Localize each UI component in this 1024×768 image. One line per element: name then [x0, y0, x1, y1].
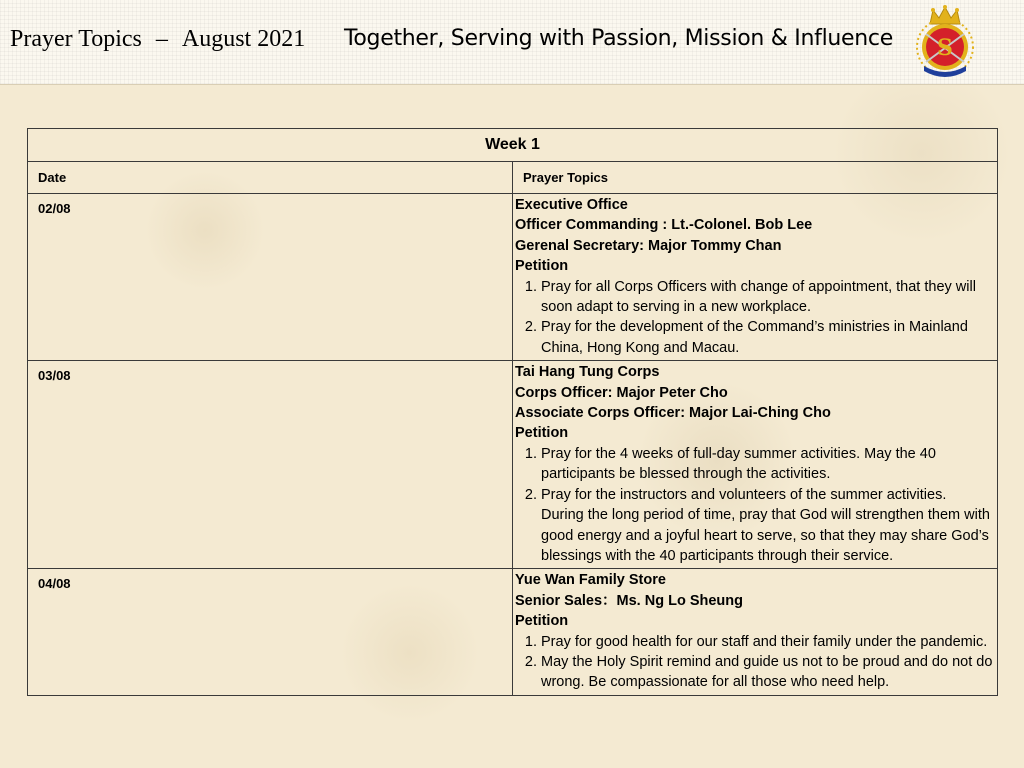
- title-topic: Prayer Topics: [10, 26, 142, 52]
- slide-title: [10, 26, 305, 53]
- list-item: 1. Pray for good health for our staff and their family under the pandemic.: [541, 632, 993, 652]
- unit-name: Yue Wan Family Store: [515, 572, 666, 589]
- unit-name: Tai Hang Tung Corps: [515, 364, 660, 381]
- petition-label: Petition: [515, 258, 569, 275]
- theme-text: Together, Serving with Passion, Mission & Influence: [344, 26, 893, 51]
- officer-line: Officer Commanding : Lt.-Colonel. Bob Lee: [515, 217, 813, 234]
- row-topics: [513, 194, 998, 361]
- table-row: [28, 194, 998, 361]
- column-header-date: Date: [28, 162, 513, 194]
- title-dash: –: [155, 26, 168, 52]
- list-item: 1. Pray for the 4 weeks of full-day summer activities. May the 40 participants be blessed through the activities.: [541, 444, 993, 485]
- row-date: 04/08: [28, 569, 513, 695]
- svg-text:S: S: [937, 35, 953, 61]
- column-header-row: [28, 162, 998, 194]
- officer-line: Gerenal Secretary: Major Tommy Chan: [515, 237, 782, 254]
- list-item: 2. May the Holy Spirit remind and guide us not to be proud and do not do wrong. Be compassionate for all those who need help.: [541, 652, 993, 693]
- table-row: [28, 361, 998, 569]
- petition-list: [515, 632, 993, 693]
- column-header-topics: Prayer Topics: [513, 162, 998, 194]
- petition-label: Petition: [515, 613, 569, 630]
- week-heading: Week 1: [28, 129, 998, 162]
- list-item: 1. Pray for all Corps Officers with change of appointment, that they will soon adapt to serving in a new workplace.: [541, 277, 993, 318]
- petition-label: Petition: [515, 425, 569, 442]
- officer-line: Corps Officer: Major Peter Cho: [515, 384, 728, 401]
- officer-line: Associate Corps Officer: Major Lai-Ching Cho: [515, 405, 831, 422]
- prayer-table: [27, 128, 998, 696]
- slide-header: [0, 0, 1024, 84]
- list-item: 2. Pray for the development of the Command’s ministries in Mainland China, Hong Kong and Macau.: [541, 317, 993, 358]
- row-topics: [513, 569, 998, 695]
- row-date: 02/08: [28, 194, 513, 361]
- unit-name: Executive Office: [515, 197, 628, 213]
- salvation-army-crest-icon: [912, 4, 978, 80]
- table-row: [28, 569, 998, 695]
- title-month: August 2021: [181, 26, 306, 52]
- petition-list: [515, 444, 993, 566]
- row-topics: [513, 361, 998, 569]
- petition-list: [515, 277, 993, 359]
- prayer-table-wrap: [27, 128, 998, 696]
- officer-line: Senior Sales：Ms. Ng Lo Sheung: [515, 592, 744, 609]
- list-item: 2. Pray for the instructors and volunteers of the summer activities. During the long period of time, pray that God will strengthen them with good energy and a joyful heart to serve, so that they may share God’s blessings with the 40 participants through their service.: [541, 485, 993, 567]
- row-date: 03/08: [28, 361, 513, 569]
